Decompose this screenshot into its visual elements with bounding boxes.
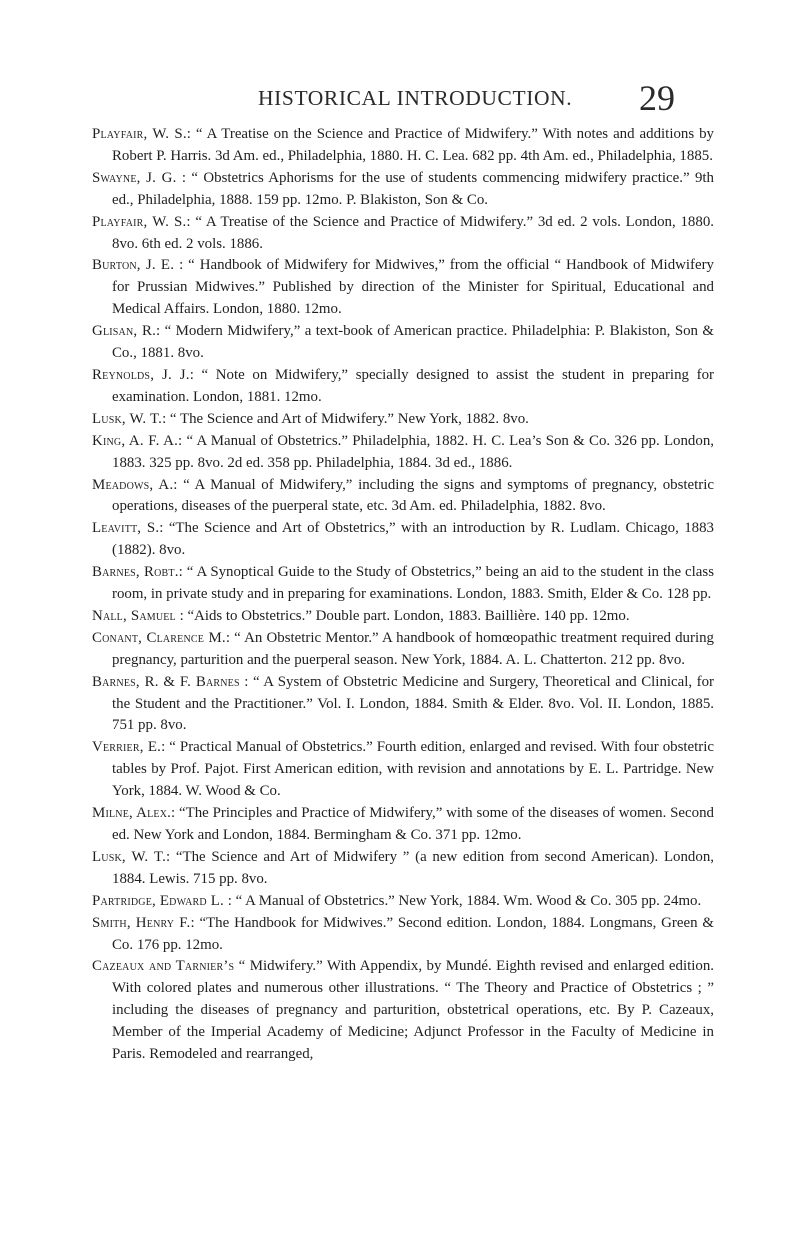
- entry-text: “ Midwifery.” With Appendix, by Mundé. Eighth revised and enlarged edition. With colored plates and numerous other illustrations. “ The Theory and Practice of Obstetrics ; ” including the diseases of pregnancy and parturition, obstetrical operations, etc. By P. Cazeaux, Member of the Imperial Academy of Medicine; Adjunct Professor in the Faculty of Medicine in Paris. Remodeled and rearranged,: [112, 958, 714, 1063]
- bibliography-entry: [92, 518, 714, 562]
- entry-text: : “ A Manual of Obstetrics.” New York, 1884. Wm. Wood & Co. 305 pp. 24mo.: [223, 892, 702, 909]
- entry-text: : “Aids to Obstetrics.” Double part. London, 1883. Baillière. 140 pp. 12mo.: [175, 607, 630, 624]
- entry-author: Glisan, R.: [92, 323, 157, 340]
- entry-author: Playfair, W. S.: [92, 126, 187, 142]
- entry-text: : “The Principles and Practice of Midwifery,” with some of the diseases of women. Second ed. New York and London, 1884. Bermingham & Co. 371 pp. 12mo.: [112, 805, 714, 843]
- bibliography-entry: [92, 321, 714, 365]
- entry-text: : “ Practical Manual of Obstetrics.” Fourth edition, enlarged and revised. With four obstetric tables by Prof. Pajot. First American edition, with revision and annotations by E. L. Partridge. New York, 1884. W. Wood & Co.: [112, 739, 714, 800]
- entry-text: : “The Science and Art of Obstetrics,” with an introduction by R. Ludlam. Chicago, 1883 (1882). 8vo.: [112, 520, 715, 559]
- entry-text: : “ Note on Midwifery,” specially designed to assist the student in preparing for examination. London, 1881. 12mo.: [112, 366, 714, 405]
- entry-author: Nall, Samuel: [92, 607, 176, 624]
- entry-text: : “The Handbook for Midwives.” Second edition. London, 1884. Longmans, Green & Co. 176 pp. 12mo.: [112, 914, 714, 953]
- entry-author: Conant, Clarence M.: [92, 629, 226, 646]
- bibliography-entry: [92, 409, 714, 431]
- entry-author: Burton, J. E.: [92, 257, 175, 274]
- entry-text: : “ Handbook of Midwifery for Midwives,” from the official “ Handbook of Midwifery for Prussian Midwives.” Published by direction of the Minister for Spiritual, Educational and Medical Affairs. London, 1880. 12mo.: [112, 257, 714, 318]
- entry-text: : “ A Manual of Obstetrics.” Philadelphia, 1882. H. C. Lea’s Son & Co. 326 pp. London, 1883. 325 pp. 8vo. 2d ed. 358 pp. Philadelphia, 1884. 3d ed., 1886.: [112, 432, 714, 471]
- entry-author: Playfair, W. S.: [92, 213, 187, 230]
- entry-author: Reynolds, J. J.: [92, 366, 190, 383]
- entry-text: : “ Modern Midwifery,” a text-book of American practice. Philadelphia: P. Blakiston, Son & Co., 1881. 8vo.: [112, 323, 715, 362]
- bibliography-entry: [92, 168, 714, 212]
- entry-text: : “ A Treatise of the Science and Practice of Midwifery.” 3d ed. 2 vols. London, 1880. 8vo. 6th ed. 2 vols. 1886.: [112, 213, 714, 252]
- bibliography-entry: [92, 672, 714, 738]
- entry-text: : “ A Treatise on the Science and Practice of Midwifery.” With notes and additions by Robert P. Harris. 3d Am. ed., Philadelphia, 1880. H. C. Lea. 682 pp. 4th Am. ed., Philadelphia, 1885.: [112, 126, 714, 164]
- bibliography-entry: [92, 847, 714, 891]
- bibliography-entry: [92, 628, 714, 672]
- bibliography-entry: [92, 891, 714, 913]
- entry-author: Meadows, A.: [92, 476, 174, 493]
- entry-author: King, A. F. A.: [92, 432, 179, 449]
- bibliography-entry: [92, 431, 714, 475]
- bibliography-list: [92, 124, 714, 1066]
- entry-text: : “ A Synoptical Guide to the Study of Obstetrics,” being an aid to the student in the class room, in private study and in preparing for examinations. London, 1883. Smith, Elder & Co. 128 pp.: [112, 564, 714, 603]
- entry-author: Cazeaux and Tarnier’s: [92, 958, 235, 975]
- bibliography-entry: [92, 737, 714, 803]
- entry-author: Partridge, Edward L.: [92, 892, 224, 909]
- entry-author: Barnes, Robt.: [92, 564, 179, 581]
- entry-author: Leavitt, S.: [92, 520, 160, 537]
- bibliography-entry: [92, 475, 714, 519]
- entry-text: : “ A System of Obstetric Medicine and Surgery, Theoretical and Clinical, for the Student and the Practitioner.” Vol. I. London, 1884. Smith & Elder. 8vo. Vol. II. London, 1885. 751 pp. 8vo.: [112, 673, 715, 734]
- entry-author: Smith, Henry F.: [92, 914, 191, 931]
- bibliography-entry: [92, 606, 714, 628]
- bibliography-entry: [92, 913, 714, 957]
- bibliography-entry: [92, 365, 714, 409]
- bibliography-entry: [92, 212, 714, 256]
- entry-text: : “ The Science and Art of Midwifery.” New York, 1882. 8vo.: [162, 410, 529, 427]
- entry-author: Lusk, W. T.: [92, 410, 163, 427]
- entry-text: : “ Obstetrics Aphorisms for the use of students commencing midwifery practice.” 9th ed., Philadelphia, 1888. 159 pp. 12mo. P. Blakiston, Son & Co.: [112, 169, 714, 208]
- entry-text: : “The Science and Art of Midwifery ” (a new edition from second American). London, 1884. Lewis. 715 pp. 8vo.: [112, 848, 714, 887]
- running-head: [0, 78, 800, 123]
- running-title: HISTORICAL INTRODUCTION.: [258, 86, 573, 110]
- bibliography-entry: [92, 956, 714, 1066]
- entry-author: Swayne, J. G.: [92, 169, 177, 186]
- entry-text: : “ An Obstetric Mentor.” A handbook of homœopathic treatment required during pregnancy, parturition and the puerperal season. New York, 1884. A. L. Chatterton. 212 pp. 8vo.: [112, 629, 714, 668]
- entry-author: Lusk, W. T.: [92, 848, 167, 865]
- bibliography-entry: [92, 255, 714, 321]
- entry-author: Milne, Alex.: [92, 805, 172, 822]
- entry-author: Barnes, R. & F. Barnes: [92, 673, 240, 690]
- page-number: 29: [639, 78, 675, 118]
- bibliography-entry: [92, 803, 714, 847]
- entry-text: : “ A Manual of Midwifery,” including the signs and symptoms of pregnancy, obstetric operations, diseases of the puerperal state, etc. 3d Am. ed. Philadelphia, 1882. 8vo.: [112, 476, 714, 515]
- entry-author: Verrier, E.: [92, 739, 162, 756]
- bibliography-entry: [92, 124, 714, 168]
- bibliography-entry: [92, 562, 714, 606]
